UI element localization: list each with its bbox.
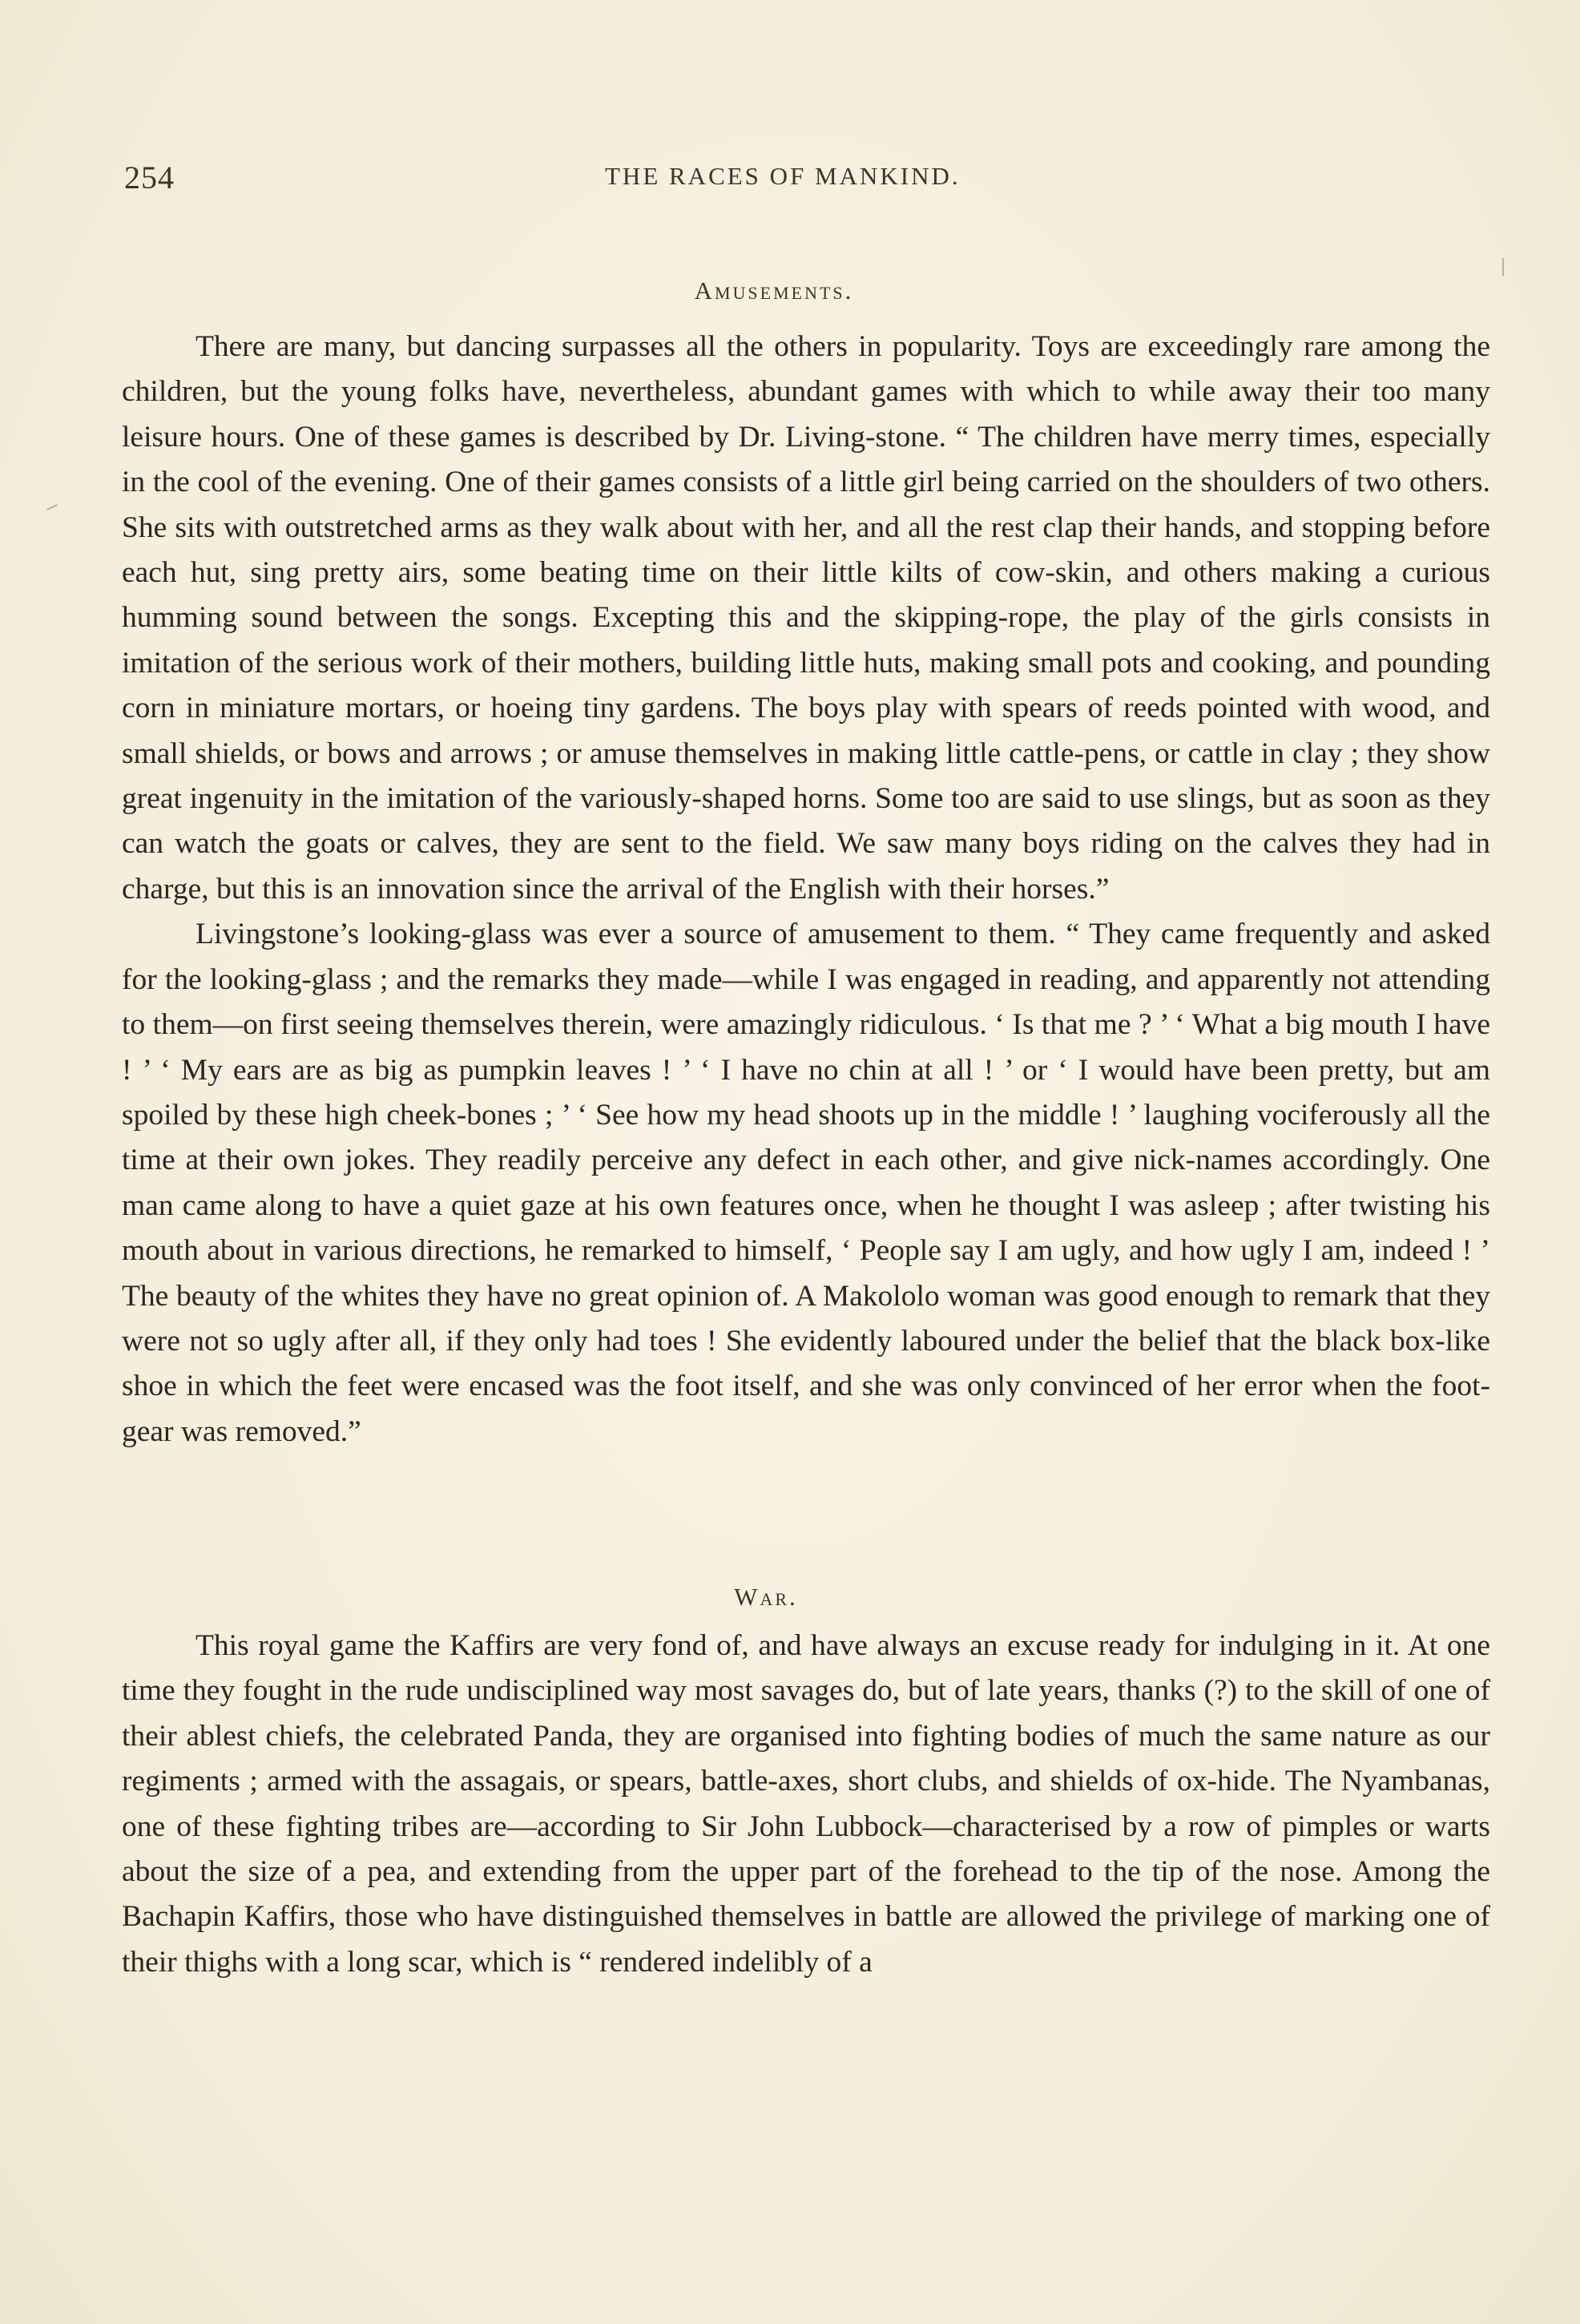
margin-mark [1502, 258, 1504, 276]
amusements-body [122, 325, 1490, 1455]
paragraph: This royal game the Kaffirs are very fond of, and have always an excuse ready for indulging in it. At one time they fought in the rude undisciplined way most savages do, but of late years, thanks (?) to the skill of one of their ablest chiefs, the celebrated Panda, they are organised into fighting bodies of much the same nature as our regiments ; armed with the assagais, or spears, battle-axes, short clubs, and shields of ox-hide. The Nyambanas, one of these fighting tribes are—according to Sir John Lubbock—characterised by a row of pimples or warts about the size of a pea, and extending from the upper part of the forehead to the tip of the nose. Among the Bachapin Kaffirs, those who have distinguished themselves in battle are allowed the privilege of marking one of their thighs with a long scar, which is “ rendered indelibly of a [122, 1629, 1490, 1979]
section-heading-war: War. [734, 1583, 798, 1611]
page-number: 254 [124, 159, 175, 196]
paragraph: There are many, but dancing surpasses all the others in popularity. Toys are exceedingly rare among the children, but the young folks have, nevertheless, abundant games with which to while away their too many leisure hours. One of these games is described by Dr. Living-stone. “ The children have merry times, especially in the cool of the evening. One of their games consists of a little girl being carried on the shoulders of two others. She sits with outstretched arms as they walk about with her, and all the rest clap their hands, and stopping before each hut, sing pretty airs, some beating time on their little kilts of cow-skin, and others making a curious humming sound between the songs. Excepting this and the skipping-rope, the play of the girls consists in imitation of the serious work of their mothers, building little huts, making small pots and cooking, and pounding corn in miniature mortars, or hoeing tiny gardens. The boys play with spears of reeds pointed with wood, and small shields, or bows and arrows ; or amuse themselves in making little cattle-pens, or cattle in clay ; they show great ingenuity in the imitation of the variously-shaped horns. Some too are said to use slings, but as soon as they can watch the goats or calves, they are sent to the field. We saw many boys riding on the calves they had in charge, but this is an innovation since the arrival of the English with their horses.” [122, 330, 1490, 906]
paragraph: Livingstone’s looking-glass was ever a source of amusement to them. “ They came frequently and asked for the looking-glass ; and the remarks they made—while I was engaged in reading, and apparently not attending to them—on first seeing themselves therein, were amazingly ridiculous. ‘ Is that me ? ’ ‘ What a big mouth I have ! ’ ‘ My ears are as big as pumpkin leaves ! ’ ‘ I have no chin at all ! ’ or ‘ I would have been pretty, but am spoiled by these high cheek-bones ; ’ ‘ See how my head shoots up in the middle ! ’ laughing vociferously all the time at their own jokes. They readily perceive any defect in each other, and give nick-names accordingly. One man came along to have a quiet gaze at his own features once, when he thought I was asleep ; after twisting his mouth about in various directions, he remarked to himself, ‘ People say I am ugly, and how ugly I am, indeed ! ’ The beauty of the whites they have no great opinion of. A Makololo woman was good enough to remark that they were not so ugly after all, if they only had toes ! She evidently laboured under the belief that the black box-like shoe in which the feet were encased was the foot itself, and she was only convinced of her error when the foot-gear was removed.” [122, 918, 1490, 1448]
war-body [122, 1624, 1490, 1985]
running-title: THE RACES OF MANKIND. [605, 162, 961, 190]
section-heading-amusements: Amusements. [694, 276, 854, 305]
running-head [124, 159, 1502, 199]
margin-mark [46, 504, 58, 510]
